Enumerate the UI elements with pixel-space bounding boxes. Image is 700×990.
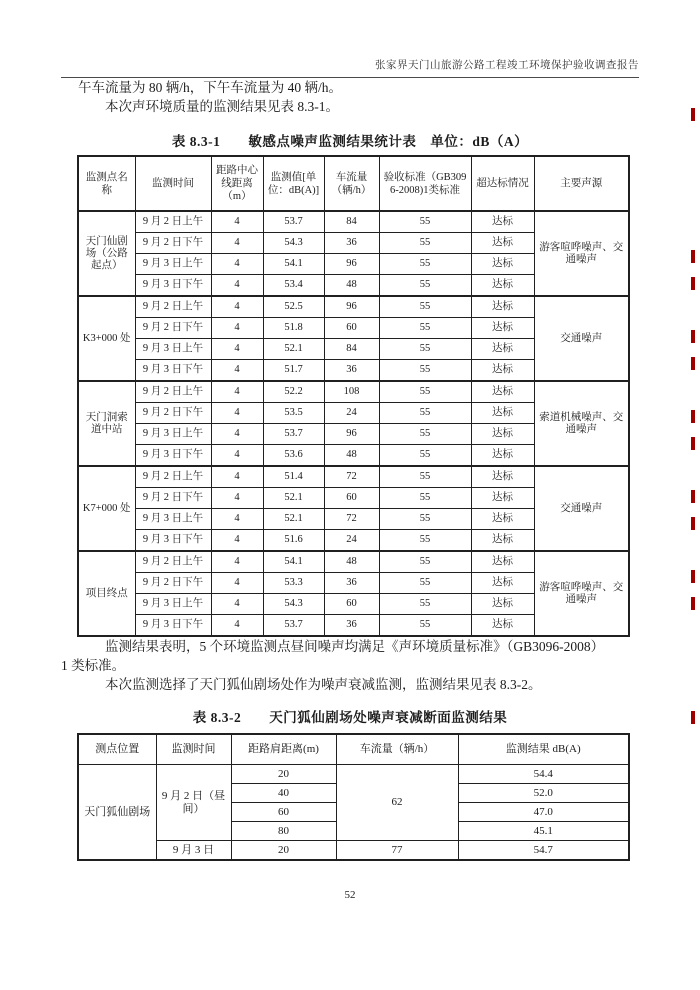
value-cell: 53.4: [263, 275, 324, 297]
standard-cell: 55: [379, 296, 471, 318]
value-cell: 53.7: [263, 615, 324, 637]
revision-mark: [691, 490, 695, 503]
distance-cell: 20: [231, 765, 336, 784]
status-cell: 达标: [471, 509, 534, 530]
distance-cell: 4: [211, 615, 263, 637]
standard-cell: 55: [379, 551, 471, 573]
distance-cell: 4: [211, 296, 263, 318]
distance-cell: 4: [211, 275, 263, 297]
column-header: 监测点名称: [78, 156, 135, 211]
time-cell: 9 月 3 日下午: [135, 445, 211, 467]
table-row: [78, 296, 629, 318]
status-cell: 达标: [471, 403, 534, 424]
distance-cell: 4: [211, 509, 263, 530]
standard-cell: 55: [379, 466, 471, 488]
value-cell: 53.7: [263, 211, 324, 233]
result-cell: 52.0: [458, 784, 629, 803]
paragraph-traffic-volume: 午车流量为 80 辆/h，下午车流量为 40 辆/h。: [78, 80, 343, 95]
traffic-flow-cell: 60: [324, 594, 379, 615]
standard-cell: 55: [379, 615, 471, 637]
standard-cell: 55: [379, 360, 471, 382]
value-cell: 54.3: [263, 594, 324, 615]
time-cell: 9 月 3 日上午: [135, 424, 211, 445]
standard-cell: 55: [379, 530, 471, 552]
distance-cell: 20: [231, 841, 336, 861]
status-cell: 达标: [471, 254, 534, 275]
noise-source-cell: 交通噪声: [534, 296, 629, 381]
traffic-flow-cell: 36: [324, 573, 379, 594]
location-cell: 天门狐仙剧场: [78, 765, 156, 861]
noise-attenuation-table: [77, 733, 630, 861]
standard-cell: 55: [379, 339, 471, 360]
traffic-flow-cell: 36: [324, 360, 379, 382]
time-cell: 9 月 3 日上午: [135, 509, 211, 530]
table2-body: [78, 765, 629, 861]
time-cell: 9 月 3 日下午: [135, 360, 211, 382]
time-cell: 9 月 2 日下午: [135, 403, 211, 424]
distance-cell: 4: [211, 488, 263, 509]
traffic-flow-cell: 36: [324, 615, 379, 637]
status-cell: 达标: [471, 466, 534, 488]
time-cell: 9 月 3 日上午: [135, 254, 211, 275]
paragraph-see-table-1: 本次声环境质量的监测结果见表 8.3-1。: [105, 99, 339, 114]
distance-cell: 4: [211, 381, 263, 403]
time-cell: 9 月 2 日下午: [135, 488, 211, 509]
distance-cell: 4: [211, 318, 263, 339]
status-cell: 达标: [471, 615, 534, 637]
traffic-flow-cell: 72: [324, 509, 379, 530]
time-cell: 9 月 2 日下午: [135, 233, 211, 254]
value-cell: 54.3: [263, 233, 324, 254]
value-cell: 52.1: [263, 339, 324, 360]
table2-header: [78, 734, 629, 765]
standard-cell: 55: [379, 318, 471, 339]
result-cell: 45.1: [458, 822, 629, 841]
traffic-flow-cell: 60: [324, 318, 379, 339]
monitoring-point-cell: K7+000 处: [78, 466, 135, 551]
standard-cell: 55: [379, 275, 471, 297]
column-header: 车流量（辆/h）: [336, 734, 458, 765]
table-row: [78, 841, 629, 861]
noise-source-cell: 游客喧哗噪声、交通噪声: [534, 551, 629, 636]
table2-title: 表 8.3-2 天门狐仙剧场处噪声衰减断面监测结果: [192, 710, 508, 725]
status-cell: 达标: [471, 424, 534, 445]
table-row: [78, 381, 629, 403]
standard-cell: 55: [379, 403, 471, 424]
value-cell: 53.5: [263, 403, 324, 424]
result-cell: 47.0: [458, 803, 629, 822]
status-cell: 达标: [471, 573, 534, 594]
traffic-flow-cell: 108: [324, 381, 379, 403]
traffic-flow-cell: 60: [324, 488, 379, 509]
noise-source-cell: 交通噪声: [534, 466, 629, 551]
traffic-flow-cell: 96: [324, 424, 379, 445]
distance-cell: 4: [211, 551, 263, 573]
traffic-flow-cell: 62: [336, 765, 458, 841]
status-cell: 达标: [471, 211, 534, 233]
status-cell: 达标: [471, 296, 534, 318]
column-header: 验收标准（GB3096-2008)1类标准: [379, 156, 471, 211]
table1-title: 表 8.3-1 敏感点噪声监测结果统计表 单位：dB（A）: [171, 134, 529, 149]
table1-header-row: [78, 156, 629, 211]
distance-cell: 40: [231, 784, 336, 803]
traffic-flow-cell: 24: [324, 403, 379, 424]
revision-mark: [691, 517, 695, 530]
distance-cell: 4: [211, 594, 263, 615]
distance-cell: 4: [211, 211, 263, 233]
status-cell: 达标: [471, 318, 534, 339]
distance-cell: 4: [211, 233, 263, 254]
column-header: 车流量（辆/h）: [324, 156, 379, 211]
revision-mark: [691, 357, 695, 370]
table-row: [78, 211, 629, 233]
paragraph-result-summary-line1: 监测结果表明，5 个环境监测点昼间噪声均满足《声环境质量标准》（GB3096-2008）: [105, 639, 605, 654]
standard-cell: 55: [379, 424, 471, 445]
traffic-flow-cell: 24: [324, 530, 379, 552]
column-header: 监测时间: [156, 734, 231, 765]
monitoring-point-cell: 项目终点: [78, 551, 135, 636]
distance-cell: 4: [211, 339, 263, 360]
time-cell: 9 月 2 日上午: [135, 381, 211, 403]
column-header: 监测值[单位：dB(A)]: [263, 156, 324, 211]
time-cell: 9 月 2 日上午: [135, 296, 211, 318]
distance-cell: 4: [211, 360, 263, 382]
value-cell: 54.1: [263, 551, 324, 573]
status-cell: 达标: [471, 488, 534, 509]
table-row: [78, 551, 629, 573]
distance-cell: 4: [211, 466, 263, 488]
value-cell: 52.1: [263, 509, 324, 530]
column-header: 主要声源: [534, 156, 629, 211]
table-row: [78, 765, 629, 784]
value-cell: 51.7: [263, 360, 324, 382]
column-header: 监测时间: [135, 156, 211, 211]
status-cell: 达标: [471, 381, 534, 403]
value-cell: 53.3: [263, 573, 324, 594]
distance-cell: 80: [231, 822, 336, 841]
traffic-flow-cell: 96: [324, 296, 379, 318]
standard-cell: 55: [379, 381, 471, 403]
noise-source-cell: 索道机械噪声、交通噪声: [534, 381, 629, 466]
column-header: 测点位置: [78, 734, 156, 765]
value-cell: 52.1: [263, 488, 324, 509]
result-cell: 54.4: [458, 765, 629, 784]
standard-cell: 55: [379, 254, 471, 275]
standard-cell: 55: [379, 233, 471, 254]
status-cell: 达标: [471, 360, 534, 382]
traffic-flow-cell: 77: [336, 841, 458, 861]
noise-monitoring-table: [77, 155, 630, 637]
traffic-flow-cell: 96: [324, 254, 379, 275]
time-cell: 9 月 3 日: [156, 841, 231, 861]
result-cell: 54.7: [458, 841, 629, 861]
status-cell: 达标: [471, 339, 534, 360]
paragraph-see-table-2: 本次监测选择了天门狐仙剧场处作为噪声衰减监测，监测结果见表 8.3-2。: [105, 677, 542, 692]
table-row: [78, 466, 629, 488]
value-cell: 51.4: [263, 466, 324, 488]
time-cell: 9 月 3 日下午: [135, 530, 211, 552]
distance-cell: 4: [211, 254, 263, 275]
revision-mark: [691, 410, 695, 423]
time-cell: 9 月 2 日上午: [135, 466, 211, 488]
value-cell: 52.5: [263, 296, 324, 318]
status-cell: 达标: [471, 275, 534, 297]
distance-cell: 4: [211, 530, 263, 552]
revision-mark: [691, 570, 695, 583]
revision-mark: [691, 437, 695, 450]
time-cell: 9 月 3 日上午: [135, 339, 211, 360]
status-cell: 达标: [471, 594, 534, 615]
traffic-flow-cell: 36: [324, 233, 379, 254]
time-cell: 9 月 2 日上午: [135, 551, 211, 573]
revision-mark: [691, 250, 695, 263]
paragraph-result-summary-line2: 1 类标准。: [61, 658, 126, 673]
value-cell: 53.6: [263, 445, 324, 467]
value-cell: 51.6: [263, 530, 324, 552]
column-header: 距路中心线距离（m）: [211, 156, 263, 211]
revision-mark: [691, 108, 695, 121]
monitoring-point-cell: K3+000 处: [78, 296, 135, 381]
distance-cell: 4: [211, 403, 263, 424]
traffic-flow-cell: 84: [324, 211, 379, 233]
status-cell: 达标: [471, 233, 534, 254]
distance-cell: 4: [211, 445, 263, 467]
time-cell: 9 月 3 日下午: [135, 275, 211, 297]
monitoring-point-cell: 天门洞索道中站: [78, 381, 135, 466]
standard-cell: 55: [379, 211, 471, 233]
status-cell: 达标: [471, 445, 534, 467]
time-cell: 9 月 3 日上午: [135, 594, 211, 615]
traffic-flow-cell: 48: [324, 445, 379, 467]
table1-body: [78, 211, 629, 636]
traffic-flow-cell: 72: [324, 466, 379, 488]
time-cell: 9 月 2 日下午: [135, 573, 211, 594]
value-cell: 51.8: [263, 318, 324, 339]
revision-mark: [691, 711, 695, 724]
status-cell: 达标: [471, 530, 534, 552]
standard-cell: 55: [379, 488, 471, 509]
time-cell: 9 月 3 日下午: [135, 615, 211, 637]
column-header: 监测结果 dB(A): [458, 734, 629, 765]
noise-source-cell: 游客喧哗噪声、交通噪声: [534, 211, 629, 296]
revision-mark: [691, 597, 695, 610]
traffic-flow-cell: 84: [324, 339, 379, 360]
value-cell: 52.2: [263, 381, 324, 403]
monitoring-point-cell: 天门仙剧场（公路起点）: [78, 211, 135, 296]
standard-cell: 55: [379, 445, 471, 467]
traffic-flow-cell: 48: [324, 275, 379, 297]
distance-cell: 60: [231, 803, 336, 822]
running-header: 张家界天门山旅游公路工程竣工环境保护验收调查报告: [61, 57, 639, 78]
value-cell: 54.1: [263, 254, 324, 275]
distance-cell: 4: [211, 573, 263, 594]
value-cell: 53.7: [263, 424, 324, 445]
revision-mark: [691, 330, 695, 343]
time-cell: 9 月 2 日（昼间）: [156, 765, 231, 841]
page-number: 52: [344, 889, 356, 901]
status-cell: 达标: [471, 551, 534, 573]
standard-cell: 55: [379, 573, 471, 594]
table2-header-row: [78, 734, 629, 765]
distance-cell: 4: [211, 424, 263, 445]
table1-header: [78, 156, 629, 211]
traffic-flow-cell: 48: [324, 551, 379, 573]
standard-cell: 55: [379, 594, 471, 615]
revision-mark: [691, 277, 695, 290]
time-cell: 9 月 2 日上午: [135, 211, 211, 233]
standard-cell: 55: [379, 509, 471, 530]
time-cell: 9 月 2 日下午: [135, 318, 211, 339]
column-header: 距路肩距离(m): [231, 734, 336, 765]
column-header: 超达标情况: [471, 156, 534, 211]
